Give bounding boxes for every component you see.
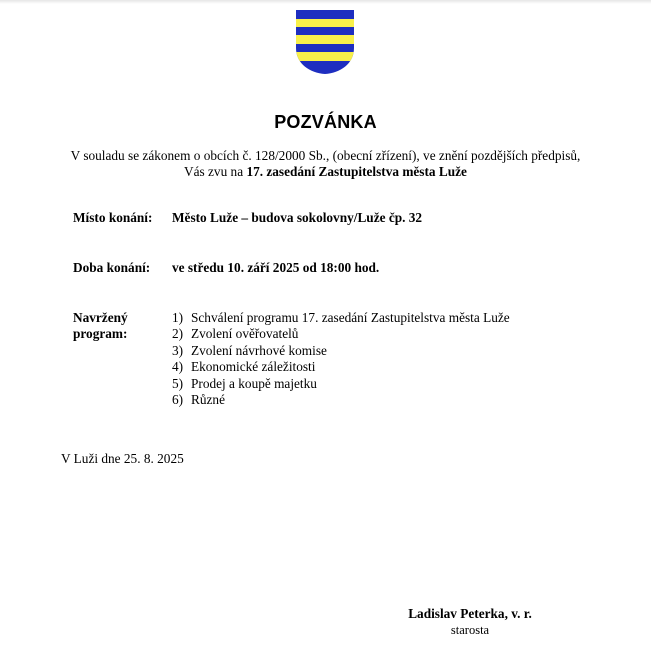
program-item-text: Prodej a koupě majetku: [191, 375, 317, 391]
program-item-text: Schválení programu 17. zasedání Zastupitelstva města Luže: [191, 310, 510, 325]
program-item: [172, 359, 510, 375]
time-label: Doba konání:: [73, 260, 151, 275]
program-item-text: Zvolení návrhové komise: [191, 342, 327, 358]
program-item-number: 2): [172, 326, 184, 342]
program-item-number: 6): [172, 392, 184, 408]
program-item: [172, 392, 510, 408]
page-top-edge: [0, 0, 651, 4]
intro-line-1: V souladu se zákonem o obcích č. 128/2000 Sb., (obecní zřízení), ve znění pozdějších předpisů,: [70, 148, 581, 163]
signature-block: [400, 606, 540, 638]
program-label: [73, 310, 128, 342]
intro-line-2: [0, 164, 651, 180]
program-label-line-2: program:: [73, 326, 128, 341]
program-item-number: 3): [172, 342, 184, 358]
program-list: [172, 310, 510, 408]
intro-line-2-prefix: Vás zvu na: [184, 164, 247, 179]
intro-paragraph: [0, 148, 651, 180]
program-item: [172, 310, 510, 326]
coat-of-arms-shield-icon: [296, 10, 354, 74]
program-item: [172, 343, 510, 359]
program-item-number: 4): [172, 359, 184, 375]
program-item-text: Různé: [191, 392, 225, 408]
program-item-number: 1): [172, 310, 184, 325]
page-title: POZVÁNKA: [274, 112, 377, 132]
program-item: [172, 326, 510, 342]
signatory-name: Ladislav Peterka, v. r.: [408, 606, 532, 621]
program-item-text: Ekonomické záležitosti: [191, 359, 316, 375]
place-and-date: V Luži dne 25. 8. 2025: [61, 451, 184, 466]
place-label: Místo konání:: [73, 210, 153, 225]
program-item-text: Zvolení ověřovatelů: [191, 326, 299, 342]
time-value: ve středu 10. září 2025 od 18:00 hod.: [172, 260, 380, 275]
program-item: [172, 376, 510, 392]
program-label-line-1: Navržený: [73, 310, 128, 325]
signatory-role: starosta: [450, 623, 490, 637]
program-item-number: 5): [172, 375, 184, 391]
place-value: Město Luže – budova sokolovny/Luže čp. 32: [172, 210, 423, 225]
meeting-name: 17. zasedání Zastupitelstva města Luže: [246, 164, 467, 179]
